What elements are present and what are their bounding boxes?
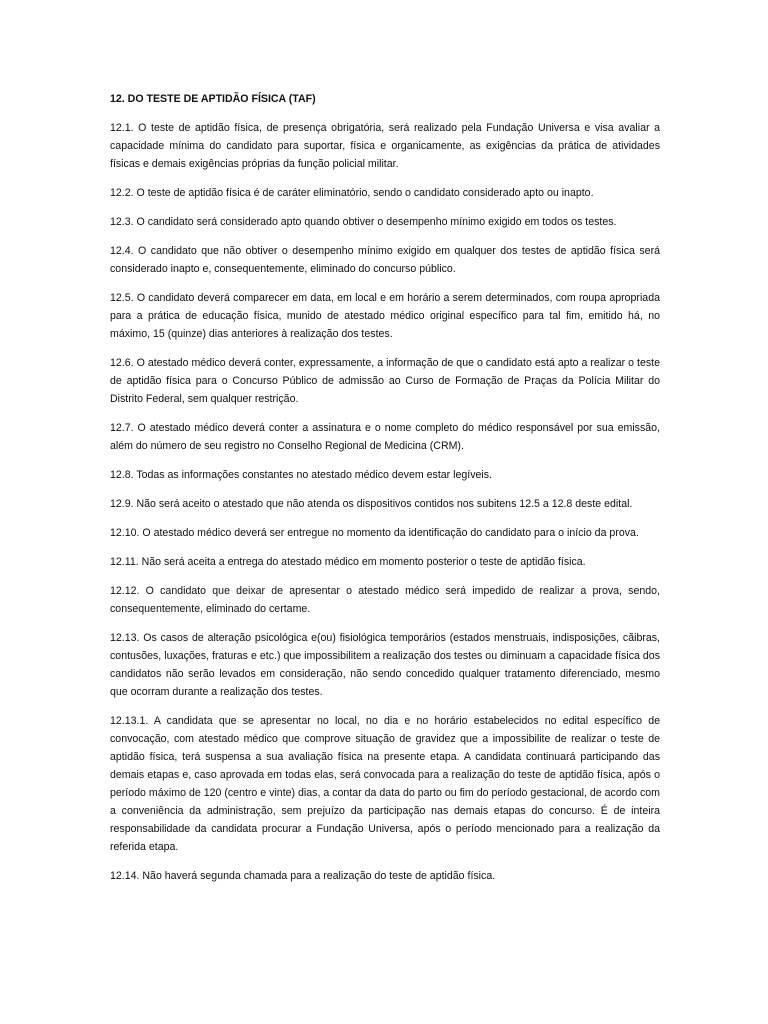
paragraph-12-6: 12.6. O atestado médico deverá conter, expressamente, a informação de que o candidato está apto a realizar o teste de aptidão física para o Concurso Público de admissão ao Curso de Formação de Praças da Polícia Militar do Distrito Federal, sem qualquer restrição. — [110, 357, 660, 405]
paragraph-12-3: 12.3. O candidato será considerado apto quando obtiver o desempenho mínimo exigido em todos os testes. — [110, 216, 617, 228]
paragraph-12-7: 12.7. O atestado médico deverá conter a assinatura e o nome completo do médico responsável por sua emissão, além do número de seu registro no Conselho Regional de Medicina (CRM). — [110, 422, 660, 452]
paragraph-12-12: 12.12. O candidato que deixar de apresentar o atestado médico será impedido de realizar a prova, sendo, consequentemente, eliminado do certame. — [110, 585, 660, 615]
paragraph-12-14: 12.14. Não haverá segunda chamada para a realização do teste de aptidão física. — [110, 870, 496, 882]
paragraph-12-13: 12.13. Os casos de alteração psicológica e(ou) fisiológica temporários (estados menstruais, indisposições, cãibras, contusões, luxações, fraturas e etc.) que impossibilitem a realização dos testes ou diminuam a capacidade física dos candidatos não serão levados em consideração, não sendo concedido qualquer tratamento diferenciado, mesmo que ocorram durante a realização dos testes. — [110, 632, 660, 698]
document-page — [110, 90, 660, 896]
paragraph-12-9: 12.9. Não será aceito o atestado que não atenda os dispositivos contidos nos subitens 12.5 a 12.8 deste edital. — [110, 498, 633, 510]
paragraph-12-13-1: 12.13.1. A candidata que se apresentar no local, no dia e no horário estabelecidos no edital específico de convocação, com atestado médico que comprove situação de gravidez que a impossibilite de realizar o teste de aptidão física, terá suspensa a sua avaliação física na presente etapa. A candidata continuará participando das demais etapas e, caso aprovada em todas elas, será convocada para a realização do teste de aptidão física, após o período máximo de 120 (centro e vinte) dias, a contar da data do parto ou fim do período gestacional, de acordo com a conveniência da administração, sem prejuízo da participação nas demais etapas do concurso. É de inteira responsabilidade da candidata procurar a Fundação Universa, após o período mencionado para a realização da referida etapa. — [110, 715, 660, 853]
paragraph-12-1: 12.1. O teste de aptidão física, de presença obrigatória, será realizado pela Fundação Universa e visa avaliar a capacidade mínima do candidato para suportar, física e organicamente, as exigências da prática de atividades físicas e demais exigências próprias da função policial militar. — [110, 122, 660, 170]
paragraph-12-2: 12.2. O teste de aptidão física é de caráter eliminatório, sendo o candidato considerado apto ou inapto. — [110, 187, 594, 199]
paragraph-12-4: 12.4. O candidato que não obtiver o desempenho mínimo exigido em qualquer dos testes de aptidão física será considerado inapto e, consequentemente, eliminado do concurso público. — [110, 245, 660, 275]
paragraph-12-10: 12.10. O atestado médico deverá ser entregue no momento da identificação do candidato para o início da prova. — [110, 527, 639, 539]
paragraph-12-8: 12.8. Todas as informações constantes no atestado médico devem estar legíveis. — [110, 469, 492, 481]
paragraph-12-11: 12.11. Não será aceita a entrega do atestado médico em momento posterior o teste de aptidão física. — [110, 556, 586, 568]
section-heading: 12. DO TESTE DE APTIDÃO FÍSICA (TAF) — [110, 93, 316, 105]
paragraph-12-5: 12.5. O candidato deverá comparecer em data, em local e em horário a serem determinados, com roupa apropriada para a prática de educação física, munido de atestado médico original específico para tal fim, emitido há, no máximo, 15 (quinze) dias anteriores à realização dos testes. — [110, 292, 660, 340]
